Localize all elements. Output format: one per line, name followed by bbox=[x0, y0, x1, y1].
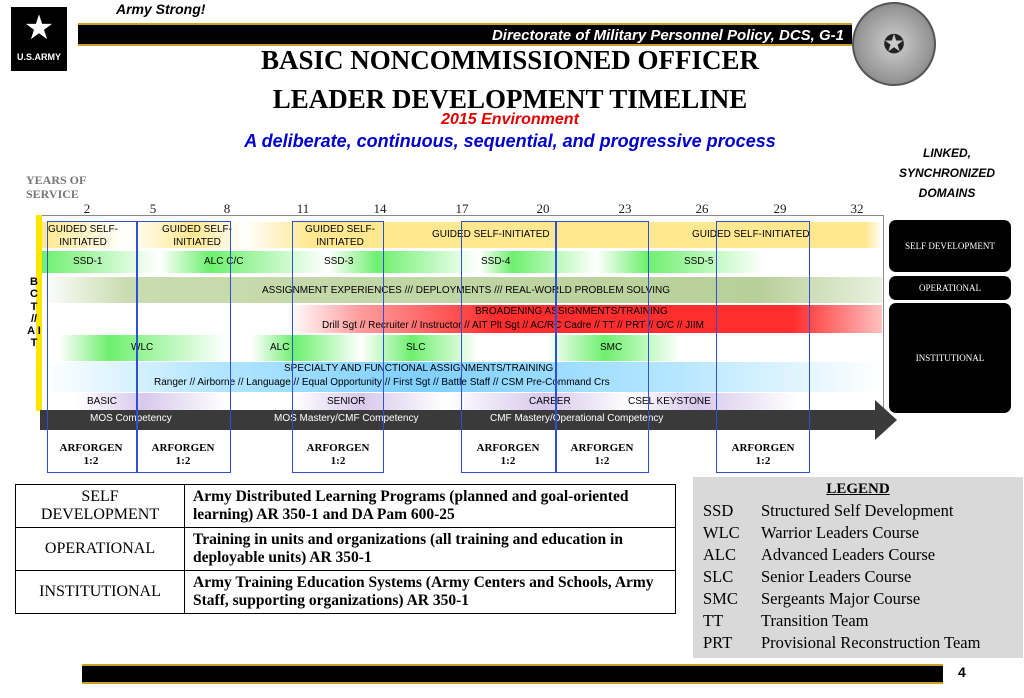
guided-label: GUIDED SELF- INITIATED bbox=[47, 224, 118, 248]
course-label: WLC bbox=[131, 342, 154, 353]
table-cell-domain: OPERATIONAL bbox=[16, 528, 185, 571]
arforgen-label: ARFORGEN 1:2 bbox=[476, 442, 540, 467]
competency-label: CMF Mastery/Operational Competency bbox=[490, 413, 664, 424]
table-cell-description: Army Distributed Learning Programs (planned and goal-oriented learning) AR 350-1 and DA Pam 600-25 bbox=[185, 485, 676, 528]
domain-operational: OPERATIONAL bbox=[889, 276, 1011, 300]
bct-ait-label: B C T // A I T bbox=[27, 276, 41, 350]
page-title-line1: BASIC NONCOMMISSIONED OFFICER bbox=[260, 45, 760, 75]
domains-heading: LINKED, SYNCHRONIZED DOMAINS bbox=[898, 146, 995, 200]
table-cell-domain: SELF DEVELOPMENT bbox=[16, 485, 185, 528]
legend-meaning: Sergeants Major Course bbox=[761, 589, 921, 608]
legend-meaning: Provisional Reconstruction Team bbox=[761, 633, 981, 652]
competency-label: MOS Competency bbox=[90, 413, 172, 424]
arforgen-cycle-box bbox=[47, 221, 137, 473]
ssd-label: SSD-1 bbox=[73, 256, 103, 267]
alc-cc-label: ALC C/C bbox=[204, 256, 244, 267]
page-number: 4 bbox=[958, 664, 966, 680]
guided-label: GUIDED SELF- INITIATED bbox=[161, 224, 232, 248]
arforgen-cycle-box bbox=[137, 221, 231, 473]
table-row bbox=[16, 485, 676, 528]
year-tick: 14 bbox=[373, 201, 387, 216]
legend-box bbox=[693, 477, 1023, 658]
arforgen-label: ARFORGEN 1:2 bbox=[731, 442, 795, 467]
footer-bar bbox=[82, 664, 943, 684]
year-tick: 26 bbox=[695, 201, 709, 216]
arforgen-cycle-box bbox=[556, 221, 649, 473]
broadening-title: BROADENING ASSIGNMENTS/TRAINING bbox=[475, 306, 668, 317]
course-label: SLC bbox=[406, 342, 426, 353]
subtitle-environment: 2015 Environment bbox=[441, 111, 579, 128]
legend-abbr: SSD bbox=[703, 501, 734, 520]
legend-abbr: ALC bbox=[703, 545, 736, 564]
page-title-line2: LEADER DEVELOPMENT TIMELINE bbox=[272, 84, 748, 114]
subtitle-process: A deliberate, continuous, sequential, and progressive process bbox=[244, 131, 776, 151]
specialty-detail: Ranger // Airborne // Language // Equal Opportunity // First Sgt // Battle Staff // CSM Pre-Command Crs bbox=[154, 377, 610, 388]
year-tick: 32 bbox=[850, 201, 864, 216]
legend-meaning: Structured Self Development bbox=[761, 501, 954, 520]
legend-title: LEGEND bbox=[826, 481, 890, 497]
ssd-label: SSD-5 bbox=[684, 256, 714, 267]
ssd-label: SSD-3 bbox=[324, 256, 354, 267]
tagline: Army Strong! bbox=[116, 1, 206, 17]
arforgen-label: ARFORGEN 1:2 bbox=[570, 442, 634, 467]
arforgen-label: ARFORGEN 1:2 bbox=[151, 442, 215, 467]
legend-meaning: Warrior Leaders Course bbox=[761, 523, 920, 542]
competency-label: MOS Mastery/CMF Competency bbox=[274, 413, 419, 424]
arforgen-cycle-box bbox=[461, 221, 556, 473]
years-of-service-label: YEARS OF SERVICE bbox=[26, 173, 86, 201]
year-tick: 8 bbox=[223, 201, 231, 216]
guided-label: GUIDED SELF-INITIATED bbox=[432, 229, 550, 240]
arforgen-label: ARFORGEN 1:2 bbox=[306, 442, 370, 467]
level-label: SENIOR bbox=[327, 396, 366, 407]
year-tick: 17 bbox=[455, 201, 469, 216]
year-tick: 20 bbox=[536, 201, 550, 216]
domain-institutional: INSTITUTIONAL bbox=[889, 303, 1011, 413]
year-tick: 29 bbox=[773, 201, 787, 216]
year-tick: 2 bbox=[83, 201, 91, 216]
directorate-title: Directorate of Military Personnel Policy, DCS, G-1 bbox=[491, 27, 844, 44]
legend-meaning: Advanced Leaders Course bbox=[761, 545, 936, 564]
table-row bbox=[16, 571, 676, 614]
table-cell-domain: INSTITUTIONAL bbox=[16, 571, 185, 614]
year-tick: 23 bbox=[618, 201, 632, 216]
domains-table bbox=[15, 484, 676, 614]
arforgen-label: ARFORGEN 1:2 bbox=[59, 442, 123, 467]
course-label: ALC bbox=[270, 342, 290, 353]
guided-label: GUIDED SELF- INITIATED bbox=[304, 224, 375, 248]
level-label: BASIC bbox=[87, 396, 118, 407]
legend-meaning: Transition Team bbox=[761, 611, 869, 630]
star-icon: ★ bbox=[23, 9, 55, 47]
year-tick: 5 bbox=[149, 201, 157, 216]
table-row bbox=[16, 528, 676, 571]
ssd-label: SSD-4 bbox=[481, 256, 511, 267]
legend-abbr: PRT bbox=[703, 633, 733, 652]
guided-label: GUIDED SELF-INITIATED bbox=[692, 229, 810, 240]
legend-abbr: TT bbox=[703, 611, 724, 630]
course-label: SMC bbox=[600, 342, 623, 353]
table-cell-description: Training in units and organizations (all training and education in deployable units) AR 350-1 bbox=[185, 528, 676, 571]
legend-abbr: SMC bbox=[703, 589, 738, 608]
level-label: CAREER bbox=[529, 396, 571, 407]
legend-abbr: SLC bbox=[703, 567, 734, 586]
army-logo bbox=[11, 7, 67, 71]
year-tick: 11 bbox=[296, 201, 310, 216]
specialty-title: SPECIALTY AND FUNCTIONAL ASSIGNMENTS/TRAINING bbox=[284, 363, 554, 374]
table-cell-description: Army Training Education Systems (Army Centers and Schools, Army Staff, supporting organizations) AR 350-1 bbox=[185, 571, 676, 614]
level-label: CSEL KEYSTONE bbox=[628, 396, 711, 407]
legend-meaning: Senior Leaders Course bbox=[761, 567, 912, 586]
legend-abbr: WLC bbox=[703, 523, 740, 542]
arforgen-cycle-box bbox=[716, 221, 810, 473]
assignment-label: ASSIGNMENT EXPERIENCES /// DEPLOYMENTS /// REAL-WORLD PROBLEM SOLVING bbox=[262, 285, 671, 296]
domain-self-development: SELF DEVELOPMENT bbox=[889, 220, 1011, 272]
arforgen-cycle-box bbox=[292, 221, 384, 473]
g1-seal-icon: ✪ bbox=[852, 2, 936, 86]
broadening-detail: Drill Sgt // Recruiter // Instructor // AIT Plt Sgt // AC/RC Cadre // TT // PRT // O/C // JIIM bbox=[322, 320, 704, 331]
directorate-banner bbox=[78, 23, 852, 46]
logo-text: U.S.ARMY bbox=[16, 52, 61, 62]
